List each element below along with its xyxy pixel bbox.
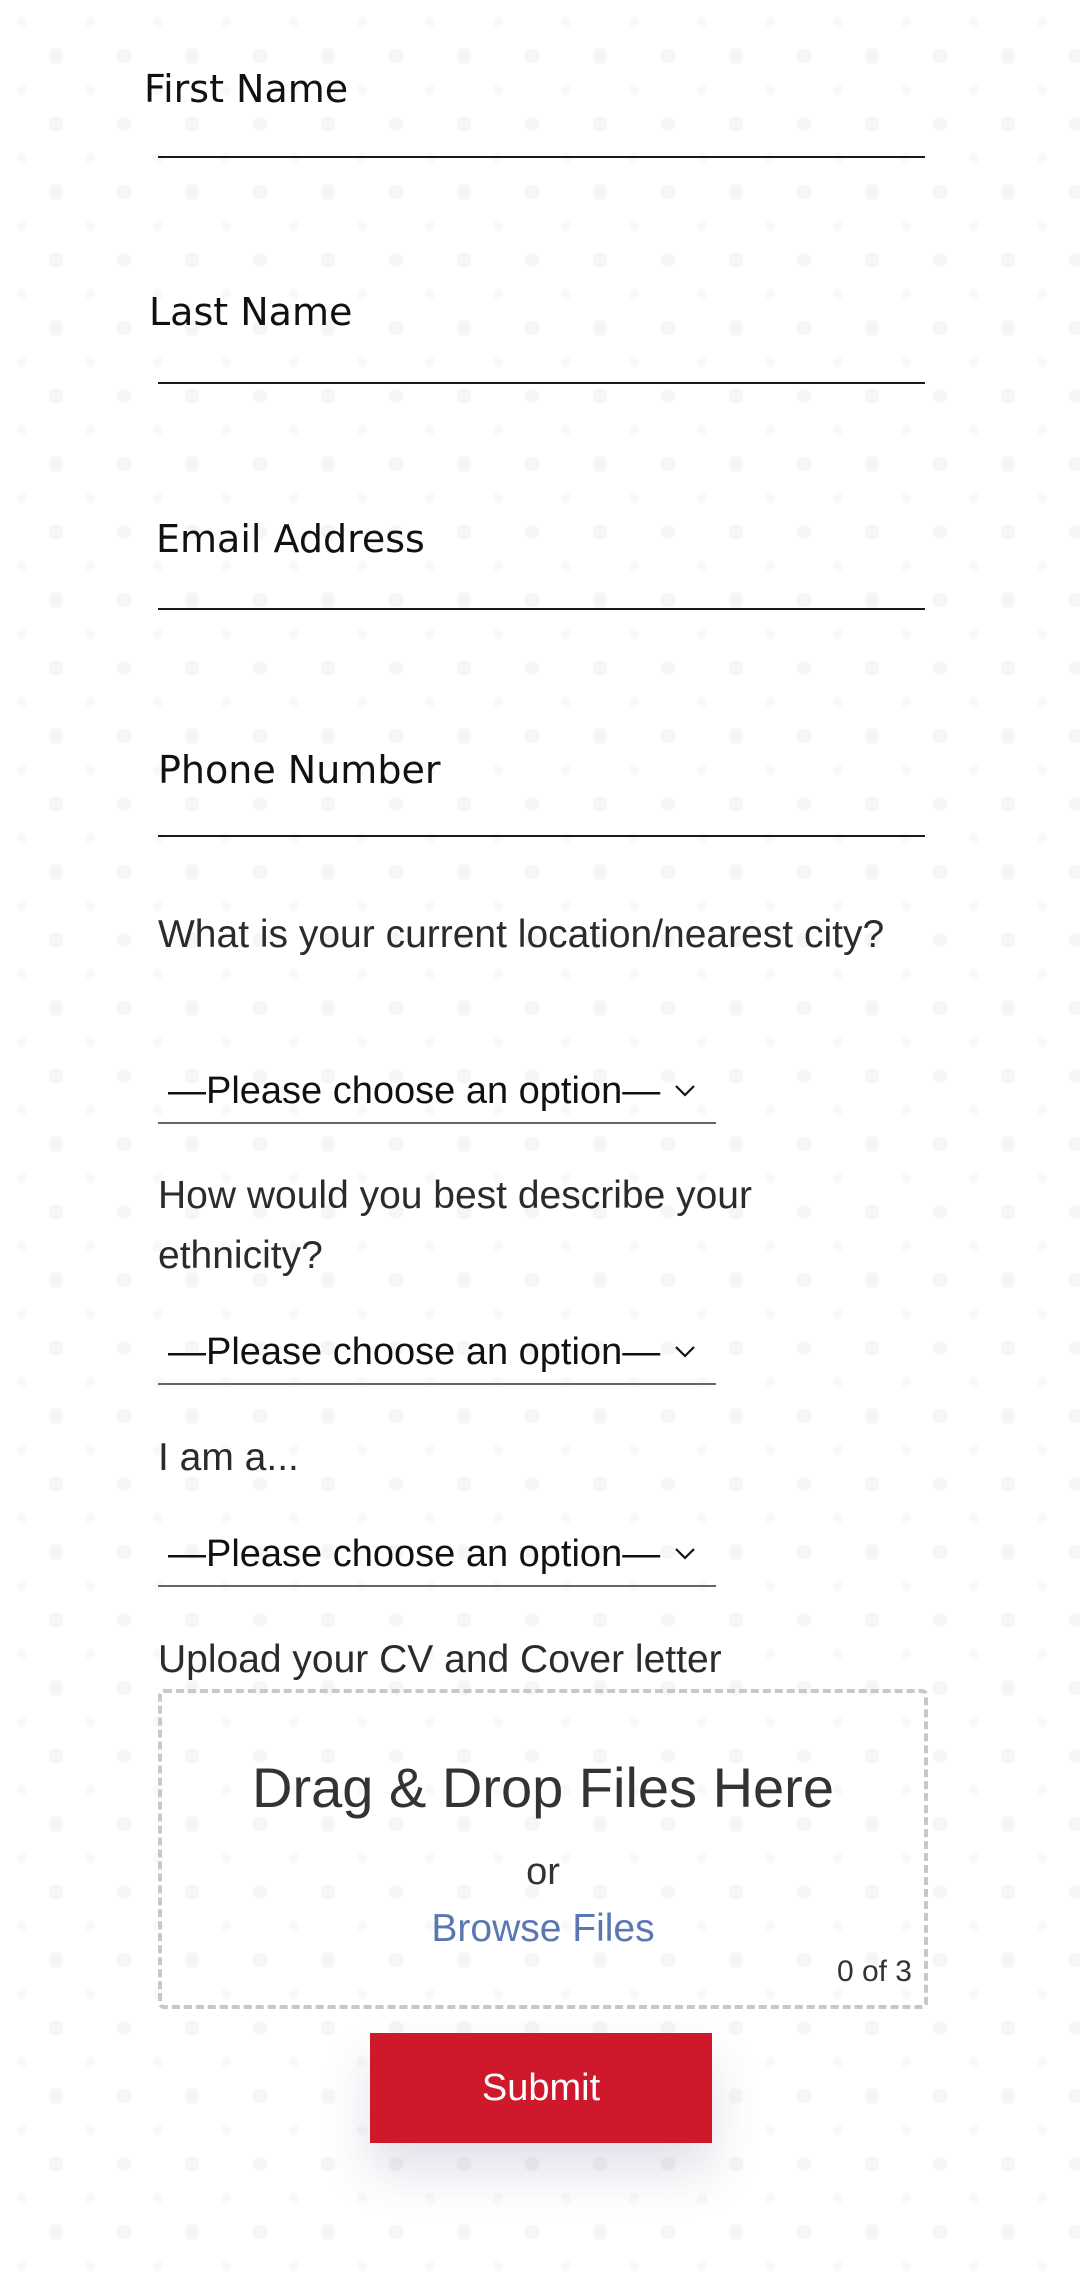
email-label: Email Address	[156, 517, 425, 561]
first-name-label: First Name	[144, 67, 349, 111]
file-dropzone[interactable]	[158, 1689, 928, 2009]
last-name-label: Last Name	[149, 290, 353, 334]
phone-label: Phone Number	[158, 748, 441, 792]
dropzone-title: Drag & Drop Files Here	[252, 1756, 834, 1819]
first-name-input[interactable]	[158, 96, 925, 156]
location-select[interactable]	[158, 1060, 716, 1124]
last-name-input[interactable]	[158, 322, 925, 382]
ethnicity-select-value: —Please choose an option—	[168, 1330, 661, 1373]
last-name-underline	[158, 382, 925, 384]
chevron-down-icon	[672, 1541, 698, 1567]
submit-button[interactable]: Submit	[370, 2033, 712, 2143]
i-am-select-value: —Please choose an option—	[168, 1532, 661, 1575]
dropzone-or-text: or	[526, 1851, 560, 1893]
chevron-down-icon	[672, 1339, 698, 1365]
ethnicity-question: How would you best describe your ethnicity?	[158, 1174, 752, 1277]
ethnicity-select[interactable]	[158, 1321, 716, 1385]
email-input[interactable]	[158, 548, 925, 608]
i-am-question: I am a...	[158, 1436, 299, 1479]
i-am-select[interactable]	[158, 1523, 716, 1587]
browse-files-link[interactable]: Browse Files	[431, 1907, 655, 1950]
chevron-down-icon	[672, 1078, 698, 1104]
location-select-value: —Please choose an option—	[168, 1069, 661, 1112]
file-count: 0 of 3	[836, 1955, 912, 1988]
phone-underline	[158, 835, 925, 837]
email-underline	[158, 608, 925, 610]
phone-input[interactable]	[158, 776, 925, 836]
location-question: What is your current location/nearest city?	[158, 913, 885, 956]
upload-label: Upload your CV and Cover letter	[158, 1638, 722, 1681]
first-name-underline	[158, 156, 925, 158]
